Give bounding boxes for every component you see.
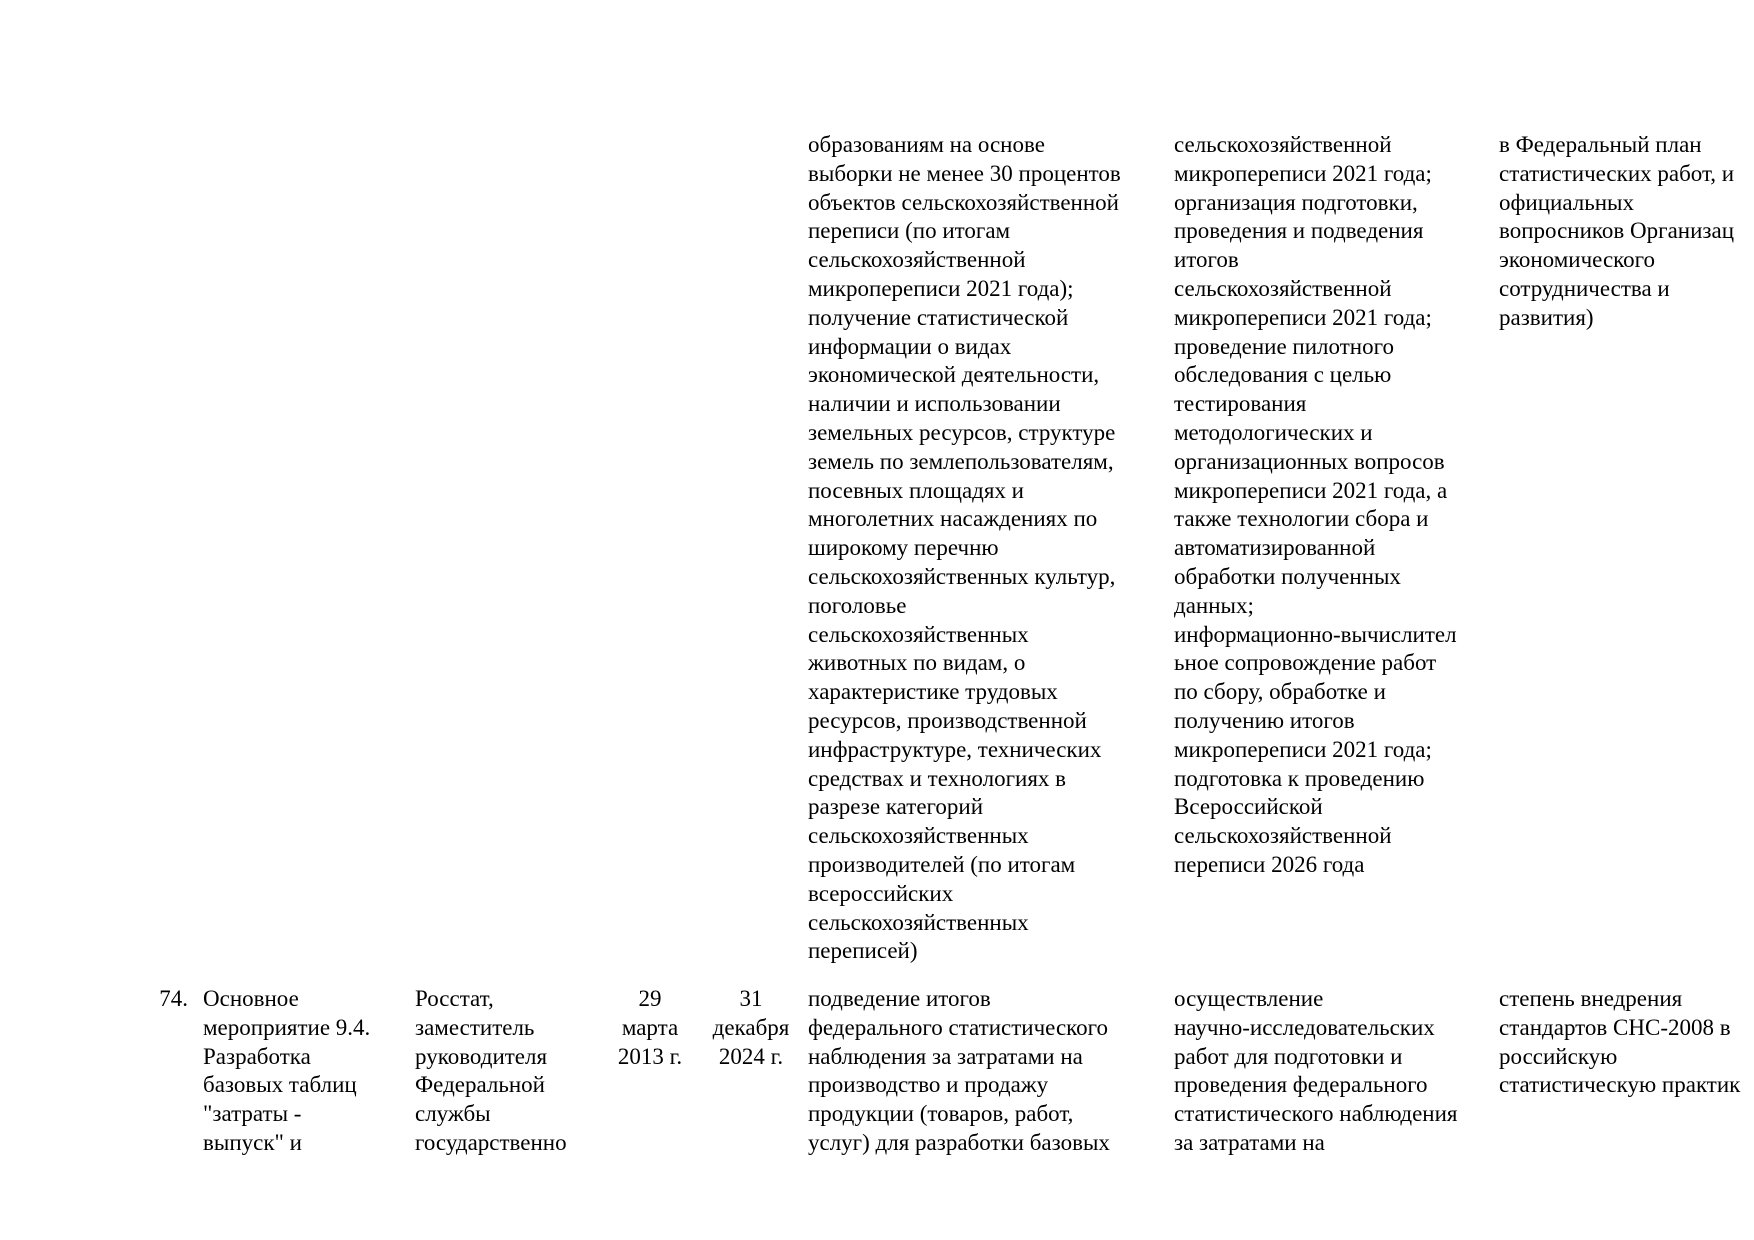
row-74-executor-cell: Росстат, заместитель руководителя Федеральной службы государственно: [415, 986, 567, 1155]
row-74-number: 74.: [159, 986, 188, 1011]
row-74-start-date-cell: 29 марта 2013 г.: [617, 986, 683, 1069]
row-74-end-date-cell: 31 декабря 2024 г.: [712, 986, 790, 1069]
continuation-results-cell: сельскохозяйственной микропереписи 2021 года; организация подготовки, проведения и подведения итогов сельскохозяйственной микропереписи 2021 года; проведение пилотного обследования с целью тестирования методологических и организационных вопросов микропереписи 2021 года, а также технологии сбора и автоматизированной обработки полученных данных; информационно-вычислител ьное сопровождение работ по сбору, обработке и получению итогов микропереписи 2021 года; подготовка к проведению Всероссийской сельскохозяйственной переписи 2026 года: [1174, 132, 1457, 877]
row-74-results-cell: осуществление научно-исследовательских работ для подготовки и проведения федерального статистического наблюдения за затратами на: [1174, 986, 1458, 1155]
continuation-indicator-cell: в Федеральный план статистических работ, и официальных вопросников Организац экономического сотрудничества и развития): [1499, 132, 1735, 330]
row-74-indicator-cell: степень внедрения стандартов СНС-2008 в российскую статистическую практик: [1499, 986, 1741, 1098]
row-74-description-cell: подведение итогов федерального статистического наблюдения за затратами на производство и продажу продукции (товаров, работ, услуг) для разработки базовых: [808, 986, 1110, 1155]
continuation-description-cell: образованиям на основе выборки не менее 30 процентов объектов сельскохозяйственной переписи (по итогам сельскохозяйственной микропереписи 2021 года); получение статистической информации о видах экономической деятельности, наличии и использовании земельных ресурсов, структуре земель по землепользователям, посевных площадях и многолетних насаждениях по широкому перечню сельскохозяйственных культур, поголовье сельскохозяйственных животных по видам, о характеристике трудовых ресурсов, производственной инфраструктуре, технических средствах и технологиях в разрезе категорий сельскохозяйственных производителей (по итогам всероссийских сельскохозяйственных переписей): [808, 132, 1121, 964]
row-74-name-cell: Основное мероприятие 9.4. Разработка базовых таблиц "затраты - выпуск" и: [203, 986, 371, 1155]
